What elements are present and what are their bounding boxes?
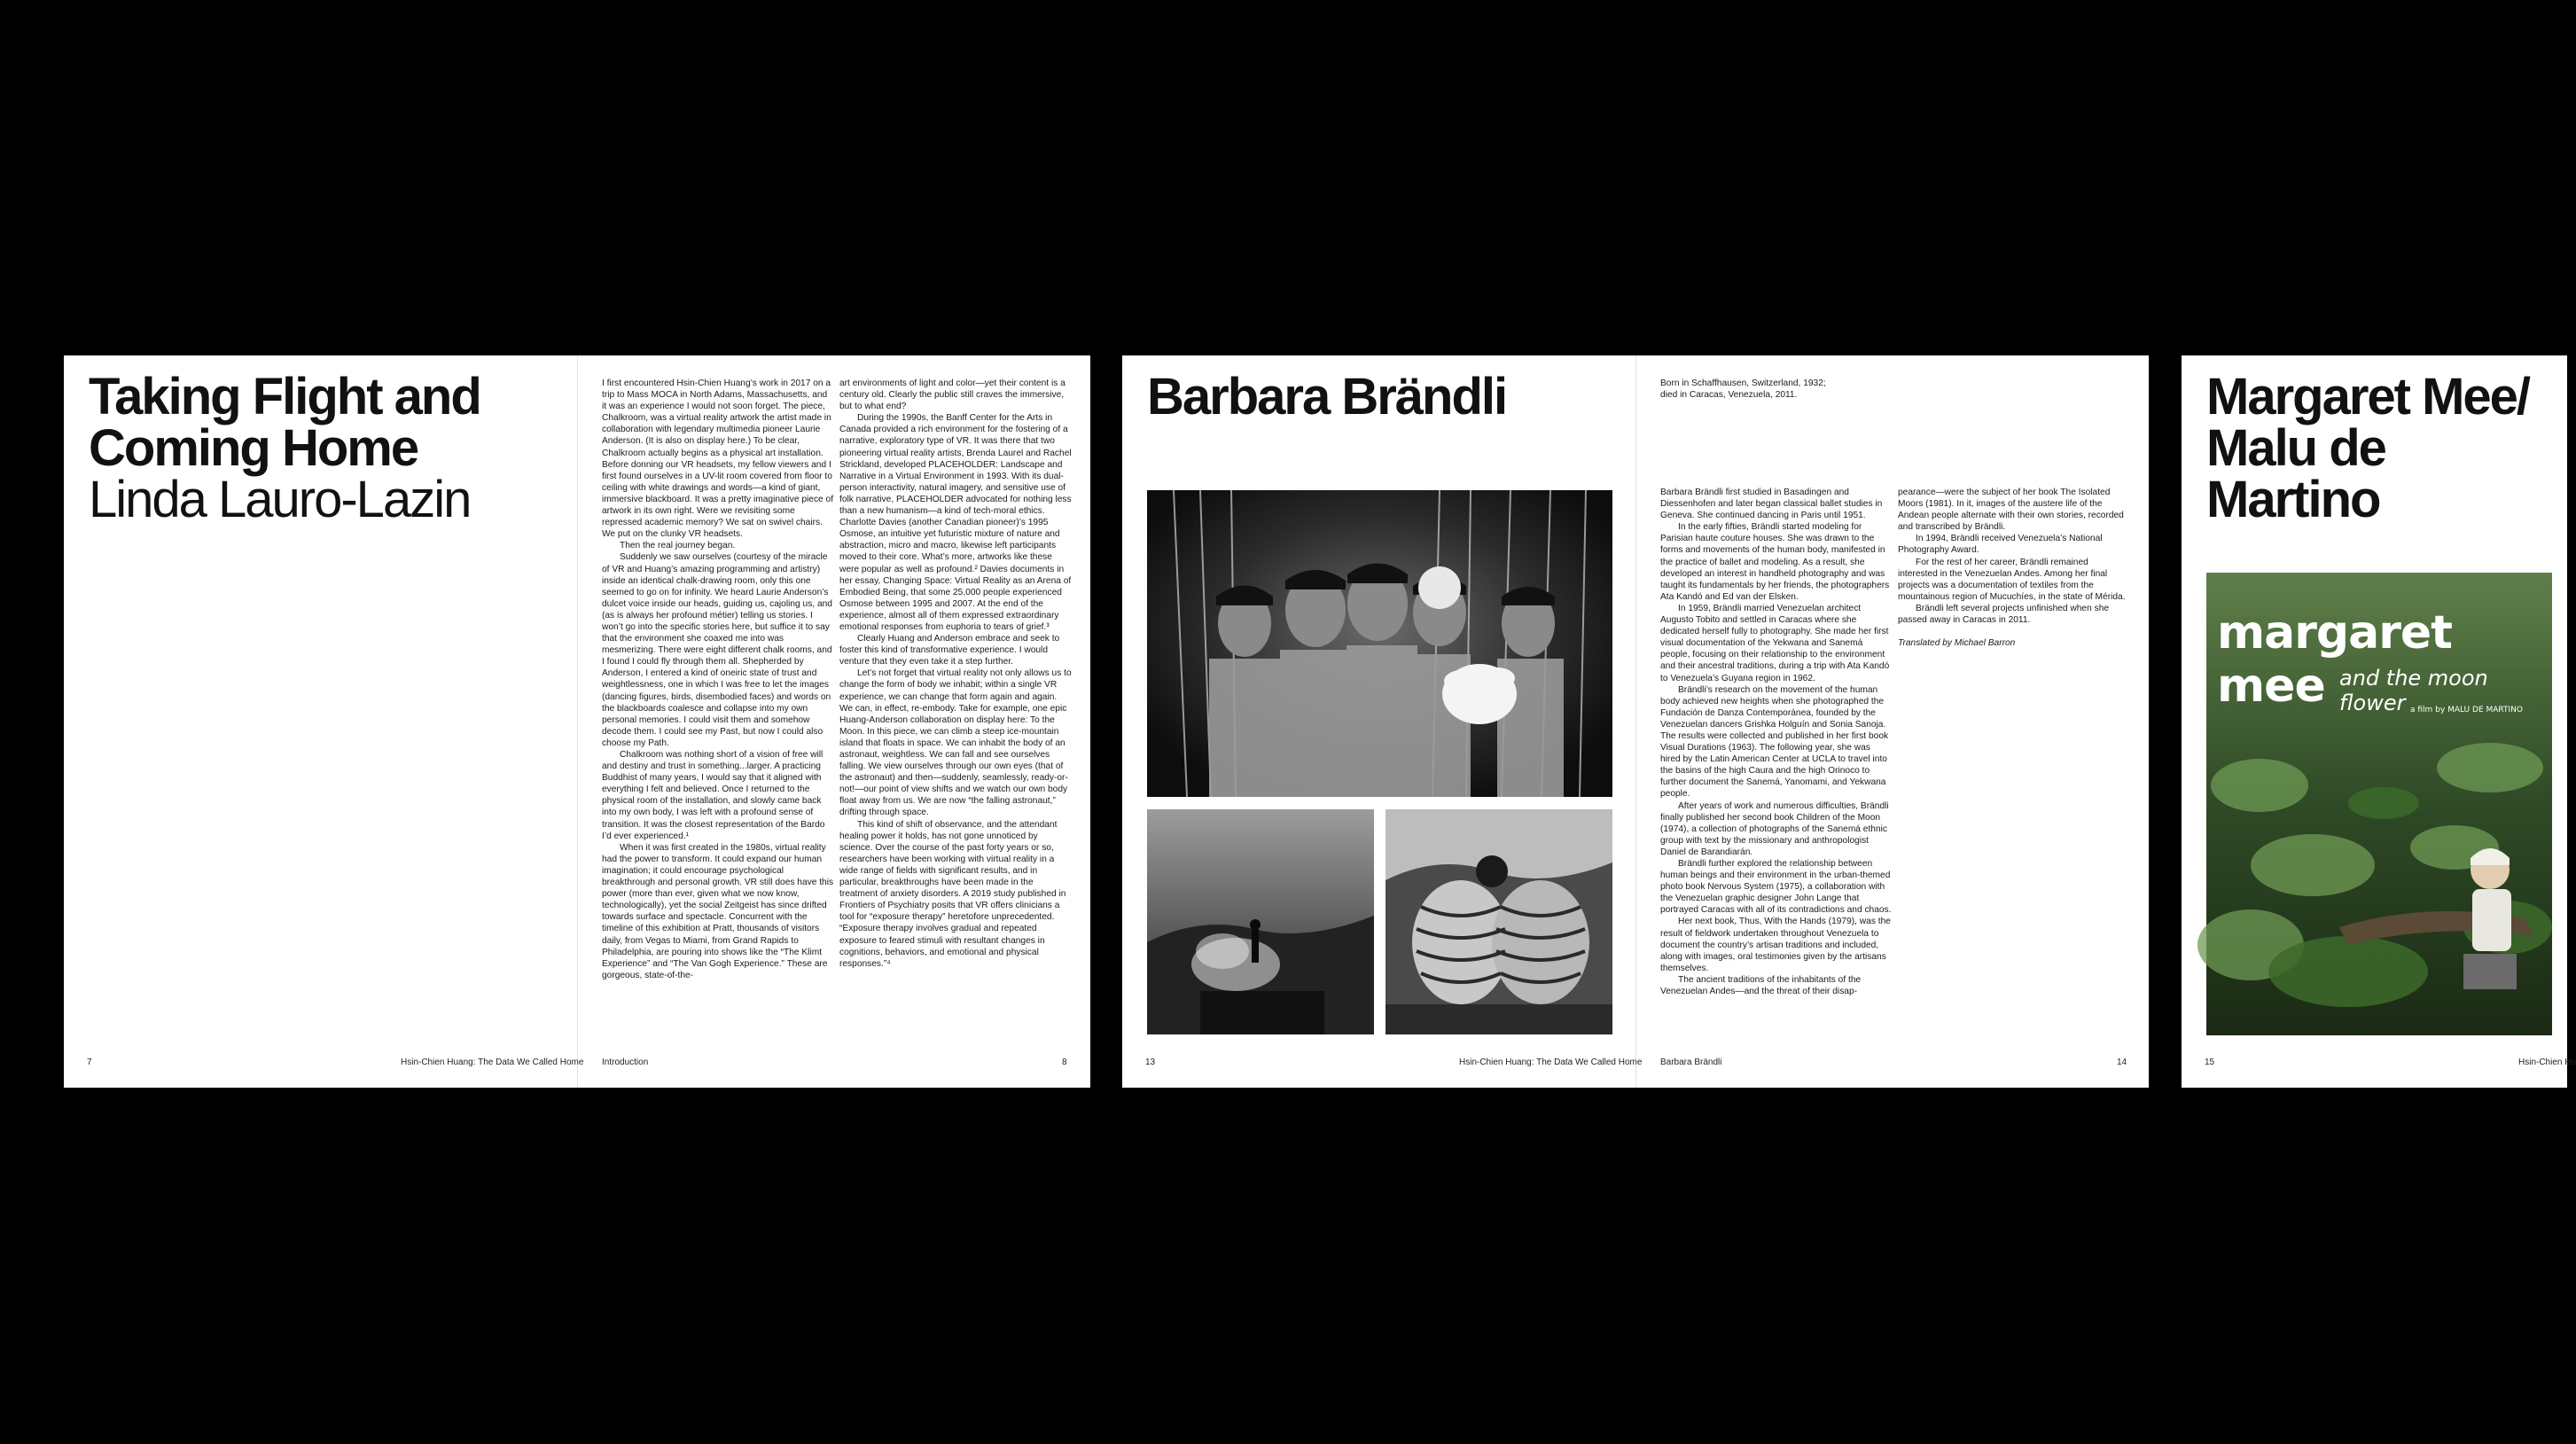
paragraph: In the early fifties, Brändli started modeling for Parisian haute couture houses. She was drawn to the forms and movements of the human body, manifested in the practice of ballet and modeling. As a result, she developed an interest in handheld photography and was taught its fundamentals by her friends, the photographers Ata Kandó and Ed van der Elsken.	[1660, 522, 1890, 602]
paragraph: Her next book, Thus, With the Hands (1979), was the result of fieldwork undertaken throughout Venezuela to document the country’s artisan traditions and included, along with images, oral testimonies given by the artisans themselves.	[1660, 917, 1891, 973]
paragraph: During the 1990s, the Banff Center for the Arts in Canada provided a rich environment for the fostering of a narrative, exploratory type of VR. It was there that two pioneering virtual reality artists, Brenda Laurel and Rachel Strickland, developed PLACEHOLDER: Landscape and Narrative in a Virtual Environment in 1993. With its dual-person interactivity, natural imagery, and sensitive use of folk narrative, PLACEHOLDER advocated for nothing less than a new humanism—a kind of tech-moral ethics. Charlotte Davies (another Canadian pioneer)’s 1995 Osmose, an intuitive yet futuristic mixture of nature and abstraction, micro and macro, likewise left participants moved to their core. What’s more, artworks like these were popular as well as profound.² Davies documents in her essay, Changing Space: Virtual Reality as an Arena of Embodied Being, that some 25,000 people experienced Osmose between 1995 and 2007. At the end of the experience, almost all of them expressed extraordinary emotional responses from euphoria to tears of grief.³	[839, 413, 1072, 632]
paragraph: Suddenly we saw ourselves (courtesy of the miracle of VR and Huang’s amazing programming and artistry) inside an identical chalk-drawing room, only this one seemed to go on for infinity. We heard Laurie Anderson’s dulcet voice inside our heads, guiding us, cajoling us, and (as is always her profound métier) telling us stories. I won’t go into the specific stories here, but suffice it to say that the environment she coaxed me into was mesmerizing. There were eight different chalk rooms, and I found I could fly through them all. Shepherded by Anderson, I entered a kind of oneiric state of trust and weightlessness, one in which I was free to let the images (dancing figures, birds, disembodied faces) and words on the blackboards coalesce and collapse into my own personal memories. I could visit them and somehow decode them. I could see my Past, but now I could also choose my Path.	[602, 552, 832, 748]
paragraph: In 1959, Brändli married Venezuelan architect Augusto Tobito and settled in Caracas where she dedicated herself fully to photography. She made her first visual documentation of the Yekwana and Sanemá people, focusing on their relationship to the environment and their ancestral traditions, during a trip with Ata Kandó to Venezuela’s Guyana region in 1962.	[1660, 603, 1890, 683]
running-title: Hsin-Chien Hu	[2518, 1058, 2576, 1067]
paragraph: After years of work and numerous difficulties, Brändli finally published her second book Children of the Moon (1974), a collection of photographs of the Sanemá ethnic group with text by the missionary and anthropologist Daniel de Barandiarán.	[1660, 800, 1889, 857]
title-line-1: Margaret Mee/	[2206, 368, 2530, 425]
paragraph: art environments of light and color—yet their content is a century old. Clearly the public still craves the immersive, but to what end?	[839, 379, 1066, 412]
birth-info: Born in Schaffhausen, Switzerland, 1932;	[1660, 379, 1826, 388]
body-column-2	[1898, 487, 2130, 649]
page-number: 14	[2117, 1058, 2127, 1067]
photo-group-portrait	[1147, 490, 1612, 797]
artist-name-title: Barbara Brändli	[1147, 368, 1507, 425]
bio-dates	[1660, 378, 1893, 401]
section-label: Introduction	[602, 1058, 649, 1067]
paragraph: Clearly Huang and Anderson embrace and seek to foster this kind of transformative experience. I would venture that they even take it a step further.	[839, 634, 1060, 667]
title-line-2: Coming Home	[89, 419, 418, 477]
author-name: Linda Lauro-Lazin	[89, 471, 471, 528]
page-number: 7	[87, 1058, 92, 1067]
section-label: Barbara Brändli	[1660, 1058, 1722, 1067]
paragraph: When it was first created in the 1980s, virtual reality had the power to transform. It could expand our human imagination; it could encourage psychological breakthrough and personal growth. VR still does have this power (more than ever, given what we now know, technologically), yet the social Zeitgeist has since drifted towards surface and spectacle. Concurrent with the timeline of this exhibition at Pratt, thousands of visitors daily, from Vegas to Miami, from Grand Rapids to Philadelphia, are pouring into shows like the “The Klimt Experience” and “The Van Gogh Experience.” These are gorgeous, state-of-the-	[602, 842, 834, 980]
page-number: 8	[1062, 1058, 1067, 1067]
body-column-1	[1660, 487, 1893, 997]
page-number: 13	[1145, 1058, 1156, 1067]
gutter	[577, 355, 578, 1088]
body-column-2	[839, 378, 1072, 970]
poster-credit: a film by MALU DE MARTINO	[2410, 706, 2523, 714]
paragraph: Brändli’s research on the movement of the human body achieved new heights when she photographed the Fundación de Danza Contemporánea, founded by the Venezuelan dancers Grishka Holguín and Sonia Sanoja. The results were collected and published in her first book Visual Durations (1963). The following year, she was hired by the Latin American Center at UCLA to travel into the basins of the high Caura and the high Orinoco to further document the Sanemá, Yanomami, and Yekwana people.	[1660, 684, 1889, 800]
photo-group-portrait-image	[1147, 490, 1612, 797]
gutter	[1635, 355, 1636, 1088]
paragraph: Brändli left several projects unfinished when she passed away in Caracas in 2011.	[1898, 603, 2110, 626]
death-info: died in Caracas, Venezuela, 2011.	[1660, 390, 1798, 401]
spread-3	[2182, 355, 2576, 1088]
spread-1	[64, 355, 1090, 1088]
poster-title: margaret mee	[2217, 606, 2452, 713]
photo-figure-smoke-image	[1147, 809, 1374, 1034]
running-title: Hsin-Chien Huang: The Data We Called Home	[1459, 1058, 1643, 1067]
paragraph: Brändli further explored the relationship between human beings and their environment in the urban-themed photo book Nervous System (1975), a collaboration with the Venezuelan graphic designer John Lange that portrayed Caracas with all of its contradictions and chaos.	[1660, 859, 1892, 916]
paragraph: Barbara Brändli first studied in Basadingen and Diessenhofen and later began classical ballet studies in Geneva. She continued dancing in Paris until 1951.	[1660, 488, 1883, 521]
translator-credit: Translated by Michael Barron	[1898, 638, 2016, 649]
poster-subtitle: and the moon flower	[2339, 666, 2488, 715]
title-line-2: Malu de Martino	[2206, 419, 2385, 528]
paragraph: This kind of shift of observance, and the attendant healing power it holds, has not gone unnoticed by science. Over the course of the past forty years or so, researchers have been working with virtual reality in a wide range of fields with significant results, and in particular, breakthroughs have been made in the treatment of anxiety disorders. A 2019 study published in Frontiers of Psychiatry posits that VR offers clinicians a tool for “exposure therapy” heretofore unprecedented. “Exposure therapy involves gradual and repeated exposure to feared stimuli with resultant changes in cognitions, behaviors, and emotional and physical responses.”⁴	[839, 819, 1066, 969]
photo-figure-smoke	[1147, 809, 1374, 1034]
paragraph: pearance—were the subject of her book The Isolated Moors (1981). In it, images of the austere life of the Andean people alternate with their own stories, recorded and transcribed by Brändli.	[1898, 488, 2124, 533]
running-title: Hsin-Chien Huang: The Data We Called Home	[401, 1058, 584, 1067]
paragraph: For the rest of her career, Brändli remained interested in the Venezuelan Andes. Among her final projects was a documentation of textiles from the mountainous region of Mucuchíes, in the state of Mérida.	[1898, 557, 2126, 602]
spread-2	[1122, 355, 2149, 1088]
paragraph: In 1994, Brändli received Venezuela’s National Photography Award.	[1898, 534, 2103, 556]
article-title	[89, 368, 480, 528]
paragraph: I first encountered Hsin-Chien Huang’s work in 2017 on a trip to Mass MOCA in North Adams, Massachusetts, and it was an experience I would not soon forget. The piece, Chalkroom, was a virtual reality artwork the artist made in collaboration with legendary multimedia pioneer Laurie Anderson. (It is also on display here.) To be clear, Chalkroom actually begins as a physical art installation. Before donning our VR headsets, my fellow viewers and I first found ourselves in a UV-lit room covered from floor to ceiling with white drawings and words—a kind of giant, immersive blackboard. It was a pretty imaginative piece of artwork in its own right. Were we revisiting some repressed academic memory? We sat on swivel chairs. We put on the clunky VR headsets.	[602, 379, 834, 540]
page-number: 15	[2205, 1058, 2215, 1067]
photo-painted-figures	[1386, 809, 1612, 1034]
paragraph: Then the real journey began.	[620, 541, 736, 551]
film-poster	[2206, 573, 2552, 1035]
photo-painted-figures-image	[1386, 809, 1612, 1034]
paragraph: Chalkroom was nothing short of a vision of free will and destiny and trust in something...larger. A practicing Buddhist of many years, I would say that it aligned with everything I felt and believed. Once I returned to the physical room of the installation, and slowly came back into my own body, I was left with a profound sense of transition. It was the closest representation of the Bardo I’d ever experienced.¹	[602, 750, 825, 841]
body-column-1	[602, 378, 834, 981]
paragraph: The ancient traditions of the inhabitants of the Venezuelan Andes—and the threat of their disap-	[1660, 974, 1862, 997]
title-line-1: Taking Flight and	[89, 368, 480, 425]
article-title	[2206, 368, 2567, 528]
paragraph: Let’s not forget that virtual reality not only allows us to change the form of body we inhabit; within a single VR experience, we can change that form again and again. We can, in effect, re-embody. Take for example, one epic Huang-Anderson collaboration on display here: To the Moon. In this piece, we can climb a steep ice-mountain island that floats in space. We can inhabit the body of an astronaut, weightless. We can fall and see ourselves falling. We view ourselves through our own eyes (that of the astronaut) and then—suddenly, seamlessly, ready-or-not!—our point of view shifts and we watch our own body float away from us. We are now “the falling astronaut,” drifting through space.	[839, 668, 1072, 818]
